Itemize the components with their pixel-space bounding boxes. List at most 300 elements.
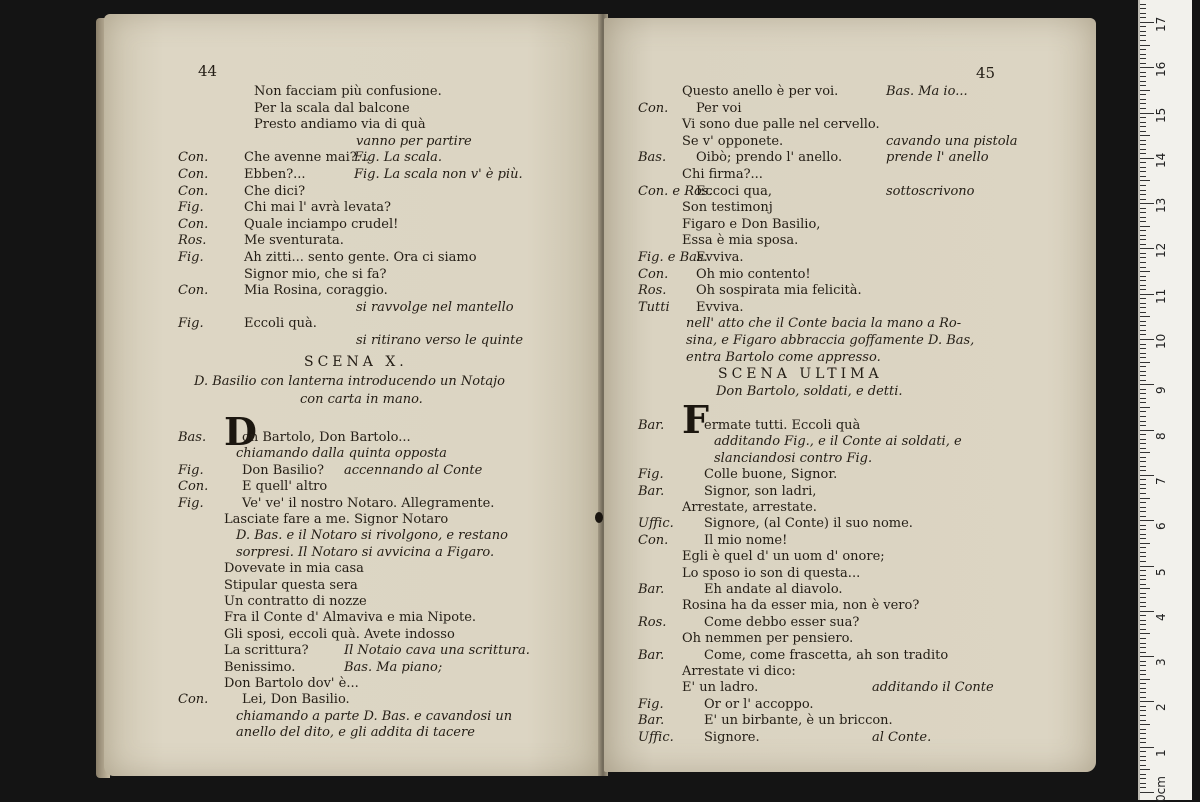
stage-direction: vanno per partire	[356, 133, 472, 149]
ruler-tick	[1140, 230, 1146, 231]
speaker-label: Con.	[178, 283, 209, 299]
ruler-tick	[1140, 248, 1154, 249]
ruler-tick	[1140, 443, 1146, 444]
stage-direction: prende l' anello	[886, 150, 989, 166]
dialogue-line: E' un birbante, è un briccon.	[704, 713, 893, 729]
ruler-tick	[1140, 665, 1146, 666]
ruler-tick	[1140, 117, 1146, 118]
dialogue-line: Me sventurata.	[244, 233, 344, 249]
dialogue-line: E' un ladro.	[682, 680, 759, 696]
dialogue-line: Che dici?	[244, 183, 306, 199]
speaker-label: Fig.	[178, 495, 204, 511]
ruler-tick	[1140, 280, 1146, 281]
ruler-tick	[1140, 751, 1146, 752]
ruler-label: 8	[1154, 431, 1168, 440]
ruler-tick	[1140, 81, 1146, 82]
ruler-tick	[1140, 267, 1146, 268]
ruler-tick	[1140, 262, 1146, 263]
ruler-tick	[1140, 724, 1150, 725]
ruler-tick	[1140, 425, 1146, 426]
ruler-tick	[1140, 733, 1146, 734]
ruler-tick	[1140, 13, 1146, 14]
ruler-tick	[1140, 670, 1146, 671]
drop-cap: F	[682, 397, 709, 442]
ruler-tick	[1140, 180, 1150, 181]
ruler-label: 13	[1154, 197, 1168, 214]
right-page	[604, 18, 1096, 772]
dialogue-line: Quale inciampo crudel!	[244, 216, 399, 232]
ruler-tick	[1140, 570, 1146, 571]
ruler-tick	[1140, 298, 1146, 299]
stage-direction: accennando al Conte	[344, 462, 483, 478]
ruler-tick	[1140, 49, 1146, 50]
ruler-tick	[1140, 597, 1146, 598]
speaker-label: Bas.	[178, 430, 207, 445]
ruler-tick	[1140, 94, 1146, 95]
stage-direction: additando il Conte	[872, 680, 994, 696]
ruler-tick	[1140, 26, 1146, 27]
speaker-label: Con.	[178, 183, 209, 199]
stage-direction: chiamando a parte D. Bas. e cavandosi un	[236, 708, 513, 724]
ruler-tick	[1140, 122, 1146, 123]
stage-direction: si ritirano verso le quinte	[356, 333, 524, 348]
stage-direction: sina, e Figaro abbraccia goffamente D. Bas,	[686, 333, 975, 348]
ruler-tick	[1140, 162, 1146, 163]
ruler-tick	[1140, 158, 1154, 159]
ruler-tick	[1140, 624, 1146, 625]
ruler-tick	[1140, 384, 1154, 385]
ruler-tick	[1140, 22, 1154, 23]
ruler-tick	[1140, 783, 1146, 784]
ruler-tick	[1140, 380, 1146, 381]
ruler-tick	[1140, 357, 1146, 358]
ruler-tick	[1140, 375, 1146, 376]
speaker-label: Con.	[638, 266, 669, 282]
ruler-tick	[1140, 330, 1146, 331]
ruler-tick	[1140, 593, 1146, 594]
speaker-label: Fig. e Bas.	[638, 250, 708, 265]
ruler-tick	[1140, 72, 1146, 73]
dialogue-line: Che avenne mai?...	[244, 150, 370, 166]
ruler-label: 9	[1154, 386, 1168, 395]
dialogue-line: Fra il Conte d' Almaviva e mia Nipote.	[224, 610, 477, 626]
ruler-tick	[1140, 235, 1146, 236]
ruler-label: 2	[1154, 703, 1168, 712]
speaker-label: Fig.	[638, 467, 664, 483]
ruler-tick	[1140, 276, 1146, 277]
ruler-tick	[1140, 185, 1146, 186]
dialogue-line: Or or l' accoppo.	[704, 696, 814, 712]
dialogue-line: Per voi	[696, 100, 742, 116]
ruler-tick	[1140, 294, 1154, 295]
speaker-label: Uffic.	[638, 729, 674, 745]
ruler-tick	[1140, 661, 1146, 662]
ruler-tick	[1140, 421, 1146, 422]
ruler-tick	[1140, 579, 1146, 580]
stage-direction: slanciandosi contro Fig.	[714, 450, 873, 466]
ruler-tick	[1140, 285, 1146, 286]
ruler-tick	[1140, 135, 1150, 136]
ruler-tick	[1140, 774, 1146, 775]
ruler-tick	[1140, 488, 1146, 489]
ruler-tick	[1140, 257, 1146, 258]
ruler-tick	[1140, 190, 1146, 191]
ruler-tick	[1140, 316, 1150, 317]
ruler-label: 16	[1154, 61, 1168, 78]
ruler-tick	[1140, 760, 1146, 761]
ruler-tick	[1140, 362, 1150, 363]
dialogue-line: Evviva.	[696, 250, 744, 265]
ruler-tick	[1140, 656, 1154, 657]
speaker-label: Bas.	[638, 150, 667, 166]
dialogue-line: Don Bartolo dov' è...	[224, 676, 359, 691]
ruler-tick	[1140, 131, 1146, 132]
ruler-tick	[1140, 407, 1150, 408]
scene-description: D. Basilio con lanterna introducendo un Notajo	[194, 374, 505, 389]
dialogue-line: on Bartolo, Don Bartolo...	[242, 430, 411, 445]
ruler-tick	[1140, 434, 1146, 435]
speaker-label: Con.	[638, 532, 669, 548]
ruler-tick	[1140, 683, 1146, 684]
speaker-label: Fig.	[178, 200, 204, 216]
ruler-tick	[1140, 63, 1146, 64]
ruler-tick	[1140, 194, 1146, 195]
ruler-tick	[1140, 615, 1146, 616]
ruler-tick	[1140, 353, 1146, 354]
ruler-tick	[1140, 611, 1154, 612]
stage-direction: Fig. La scala non v' è più.	[354, 167, 523, 182]
ruler-tick	[1140, 411, 1146, 412]
ruler-tick	[1140, 647, 1146, 648]
speaker-label: Fig.	[638, 696, 664, 712]
ruler-tick	[1140, 344, 1146, 345]
ruler-tick	[1140, 715, 1146, 716]
dialogue-line: La scrittura?	[224, 643, 309, 659]
ruler-tick	[1140, 738, 1146, 739]
ruler-tick	[1140, 208, 1146, 209]
speaker-label: Ros.	[638, 614, 667, 630]
ruler-tick	[1140, 76, 1146, 77]
dialogue-line: Non facciam più confusione.	[254, 84, 442, 99]
ruler-tick	[1140, 35, 1146, 36]
ruler-tick	[1140, 525, 1146, 526]
dialogue-line: Vi sono due palle nel cervello.	[682, 117, 880, 133]
ruler-tick	[1140, 561, 1146, 562]
stage-direction: al Conte.	[872, 729, 932, 745]
ruler-tick	[1140, 312, 1146, 313]
speaker-label: Uffic.	[638, 516, 674, 532]
ruler-tick	[1140, 529, 1146, 530]
ruler-tick	[1140, 253, 1146, 254]
dialogue-line: Signor mio, che si fa?	[244, 266, 387, 282]
ruler-tick	[1140, 679, 1150, 680]
ruler-tick	[1140, 40, 1146, 41]
dialogue-line: Eccoci qua,	[696, 183, 773, 199]
ruler-label: 0cm	[1154, 776, 1168, 802]
stage-direction: sottoscrivono	[886, 183, 975, 199]
ruler-label: 11	[1154, 288, 1168, 304]
ruler-tick	[1140, 638, 1146, 639]
ruler-tick	[1140, 8, 1146, 9]
scene-description: Don Bartolo, soldati, e detti.	[716, 384, 903, 399]
left-page	[104, 14, 602, 776]
ruler-tick	[1140, 90, 1150, 91]
ruler-tick	[1140, 493, 1146, 494]
ruler-tick	[1140, 516, 1146, 517]
ruler-tick	[1140, 552, 1146, 553]
ruler-tick	[1140, 588, 1150, 589]
ruler-label: 14	[1154, 152, 1168, 168]
ruler-tick	[1140, 575, 1146, 576]
stage-direction: nell' atto che il Conte bacia la mano a Ro-	[686, 316, 962, 332]
dialogue-line: Un contratto di nozze	[224, 594, 367, 609]
ruler-tick	[1140, 756, 1146, 757]
ruler-tick	[1140, 457, 1146, 458]
ruler-tick	[1140, 226, 1150, 227]
dialogue-line: Chi mai l' avrà levata?	[244, 200, 391, 216]
dialogue-line: Arrestate, arrestate.	[682, 500, 817, 515]
dialogue-line: Benissimo.	[224, 659, 296, 675]
ruler-label: 5	[1154, 567, 1168, 576]
speaker-label: Bar.	[638, 483, 665, 499]
dialogue-line: Ebben?...	[244, 167, 306, 182]
ruler-tick	[1140, 171, 1146, 172]
ruler-label: 1	[1154, 749, 1168, 757]
ruler-tick	[1140, 701, 1154, 702]
dialogue-line: E quell' altro	[242, 479, 328, 495]
dialogue-line: Evviva.	[696, 299, 744, 315]
ruler-tick	[1140, 692, 1146, 693]
ruler-tick	[1140, 17, 1146, 18]
ruler-tick	[1140, 620, 1146, 621]
speaker-label: Bar.	[638, 647, 665, 663]
ruler-tick	[1140, 697, 1146, 698]
stage-direction: D. Bas. e il Notaro si rivolgono, e restano	[236, 528, 508, 544]
ruler-tick	[1140, 566, 1154, 567]
ruler-tick	[1140, 239, 1146, 240]
page-number: 44	[198, 62, 218, 80]
stage-direction: chiamando dalla quinta opposta	[236, 446, 447, 462]
ruler-tick	[1140, 325, 1146, 326]
ruler-tick	[1140, 520, 1154, 521]
ruler-tick	[1140, 498, 1150, 499]
stage-direction: Bas. Ma piano;	[344, 659, 443, 675]
ruler-tick	[1140, 271, 1150, 272]
ruler-label: 4	[1154, 613, 1168, 621]
dialogue-line: Figaro e Don Basilio,	[682, 216, 821, 232]
dialogue-line: Per la scala dal balcone	[254, 100, 410, 116]
scene-description-2: con carta in mano.	[300, 392, 423, 407]
ruler-tick	[1140, 108, 1146, 109]
speaker-label: Ros.	[178, 233, 207, 249]
dialogue-line: Rosina ha da esser mia, non è vero?	[682, 598, 920, 614]
ruler-tick	[1140, 787, 1146, 788]
ruler-tick	[1140, 742, 1146, 743]
ruler-tick	[1140, 389, 1146, 390]
ruler-tick	[1140, 199, 1146, 200]
ruler-tick	[1140, 778, 1146, 779]
dialogue-line: ermate tutti. Eccoli quà	[704, 418, 861, 433]
ruler-tick	[1140, 212, 1146, 213]
stage-direction: sorpresi. Il Notaro si avvicina a Figaro.	[236, 544, 495, 560]
ruler-tick	[1140, 176, 1146, 177]
ruler-tick	[1140, 769, 1150, 770]
dialogue-line: Oh nemmen per pensiero.	[682, 631, 854, 647]
ruler-tick	[1140, 153, 1146, 154]
speaker-label: Bar.	[638, 582, 665, 597]
dialogue-line: Oh sospirata mia felicità.	[696, 283, 862, 299]
measuring-ruler	[1138, 0, 1192, 800]
dialogue-line: Signore, (al Conte) il suo nome.	[704, 516, 913, 532]
ruler-tick	[1140, 470, 1146, 471]
speaker-label: Bar.	[638, 713, 665, 729]
ruler-tick	[1140, 710, 1146, 711]
ruler-tick	[1140, 765, 1146, 766]
ruler-tick	[1140, 792, 1154, 793]
ruler-tick	[1140, 334, 1146, 335]
ruler-tick	[1140, 85, 1146, 86]
ruler-tick	[1140, 507, 1146, 508]
dialogue-line: Eccoli quà.	[244, 316, 317, 332]
stage-direction: additando Fig., e il Conte ai soldati, e	[714, 434, 962, 450]
dialogue-line: Egli è quel d' un uom d' onore;	[682, 549, 885, 565]
ruler-tick	[1140, 58, 1146, 59]
dialogue-line: Il mio nome!	[704, 532, 788, 548]
ruler-tick	[1140, 706, 1146, 707]
speaker-label: Tutti	[638, 299, 670, 315]
ruler-tick	[1140, 629, 1146, 630]
ruler-tick	[1140, 303, 1146, 304]
ruler-tick	[1140, 511, 1146, 512]
speaker-label: Con. e Ros.	[638, 183, 713, 199]
stage-direction: Il Notaio cava una scrittura.	[344, 643, 530, 659]
ruler-tick	[1140, 606, 1146, 607]
dialogue-line: Questo anello è per voi.	[682, 84, 839, 99]
ruler-tick	[1140, 543, 1150, 544]
ruler-tick	[1140, 307, 1146, 308]
ruler-tick	[1140, 339, 1154, 340]
ruler-tick	[1140, 244, 1146, 245]
ruler-tick	[1140, 221, 1146, 222]
scene-heading: SCENA X.	[304, 354, 408, 370]
speaker-label: Bar.	[638, 418, 665, 433]
dialogue-line: Gli sposi, eccoli quà. Avete indosso	[224, 626, 455, 642]
ruler-tick	[1140, 416, 1146, 417]
ruler-tick	[1140, 348, 1146, 349]
dialogue-line: Ah zitti... sento gente. Ora ci siamo	[244, 250, 477, 265]
speaker-label: Con.	[178, 479, 209, 495]
ruler-tick	[1140, 144, 1146, 145]
ruler-tick	[1140, 4, 1146, 5]
ruler-tick	[1140, 126, 1146, 127]
ruler-label: 17	[1154, 16, 1168, 32]
dialogue-line: Dovevate in mia casa	[224, 561, 364, 577]
dialogue-line: Colle buone, Signor.	[704, 467, 838, 483]
speaker-label: Fig.	[178, 250, 204, 265]
ruler-tick	[1140, 99, 1146, 100]
stage-direction: cavando una pistola	[886, 133, 1018, 149]
dialogue-line: Essa è mia sposa.	[682, 233, 799, 249]
dialogue-line: Come, come frascetta, ah son tradito	[704, 647, 949, 663]
ruler-tick	[1140, 289, 1146, 290]
dialogue-line: Signore.	[704, 729, 760, 745]
ruler-tick	[1140, 674, 1146, 675]
stage-direction: si ravvolge nel mantello	[356, 299, 514, 315]
stage-direction: entra Bartolo come appresso.	[686, 349, 881, 365]
dialogue-line: Oibò; prendo l' anello.	[696, 150, 843, 166]
ruler-label: 12	[1154, 243, 1168, 259]
ruler-tick	[1140, 398, 1146, 399]
ruler-tick	[1140, 534, 1146, 535]
ruler-tick	[1140, 31, 1146, 32]
ruler-tick	[1140, 729, 1146, 730]
ruler-tick	[1140, 217, 1146, 218]
stage-direction: anello del dito, e gli addita di tacere	[236, 725, 475, 741]
speaker-label: Fig.	[178, 316, 204, 332]
ruler-tick	[1140, 652, 1146, 653]
dialogue-line: Mia Rosina, coraggio.	[244, 283, 388, 299]
ruler-tick	[1140, 584, 1146, 585]
speaker-label: Con.	[178, 167, 209, 182]
speaker-label: Con.	[178, 216, 209, 232]
ruler-tick	[1140, 475, 1154, 476]
ruler-tick	[1140, 720, 1146, 721]
stage-direction: Fig. La scala.	[354, 150, 443, 166]
dialogue-line: Presto andiamo via di quà	[254, 117, 426, 133]
ruler-tick	[1140, 461, 1146, 462]
ruler-tick	[1140, 602, 1146, 603]
ruler-tick	[1140, 688, 1146, 689]
speaker-label: Fig.	[178, 462, 204, 478]
dialogue-line: Son testimonj	[682, 200, 773, 216]
dialogue-line: Arrestate vi dico:	[682, 664, 796, 679]
ruler-tick	[1140, 538, 1146, 539]
dialogue-line: Eh andate al diavolo.	[704, 582, 843, 597]
dialogue-line: Lei, Don Basilio.	[242, 692, 350, 708]
ruler-tick	[1140, 452, 1150, 453]
ruler-tick	[1140, 556, 1146, 557]
ruler-tick	[1140, 393, 1146, 394]
ruler-tick	[1140, 371, 1146, 372]
ruler-tick	[1140, 479, 1146, 480]
ruler-tick	[1140, 321, 1146, 322]
ruler-tick	[1140, 45, 1150, 46]
ruler-label: 15	[1154, 107, 1168, 123]
speaker-label: Con.	[178, 150, 209, 166]
ruler-tick	[1140, 167, 1146, 168]
stage-direction: Bas. Ma io...	[886, 84, 968, 99]
page-number: 45	[976, 64, 996, 82]
ruler-tick	[1140, 103, 1146, 104]
ruler-tick	[1140, 113, 1154, 114]
ruler-label: 7	[1154, 477, 1168, 485]
ruler-tick	[1140, 643, 1146, 644]
dialogue-line: Stipular questa sera	[224, 577, 358, 593]
ruler-tick	[1140, 747, 1154, 748]
ruler-tick	[1140, 502, 1146, 503]
ruler-tick	[1140, 466, 1146, 467]
ruler-tick	[1140, 140, 1146, 141]
scene-heading: SCENA ULTIMA	[718, 366, 883, 382]
dialogue-line: Oh mio contento!	[696, 266, 811, 282]
dialogue-line: Signor, son ladri,	[704, 483, 817, 499]
dialogue-line: Chi firma?...	[682, 167, 763, 182]
ruler-tick	[1140, 547, 1146, 548]
ruler-tick	[1140, 430, 1154, 431]
dialogue-line: Lo sposo io son di questa...	[682, 565, 861, 581]
ruler-tick	[1140, 67, 1154, 68]
speaker-label: Ros.	[638, 283, 667, 299]
